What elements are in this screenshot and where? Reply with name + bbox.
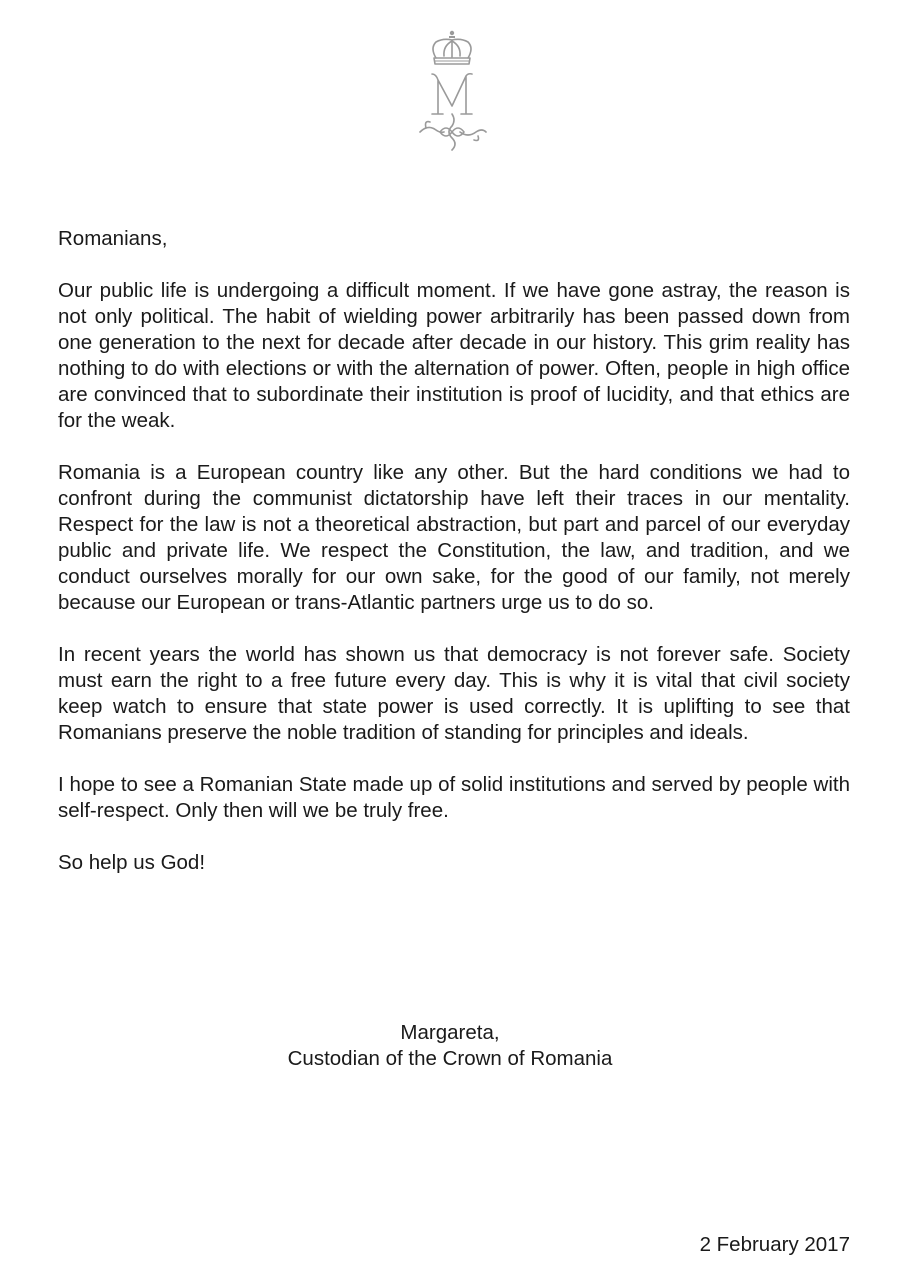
paragraph-3: In recent years the world has shown us that democracy is not forever safe. Society must earn the right to a free future every day. This is why it is vital that civil society keep watch to ensure that state power is used correctly. It is uplifting to see that Romanians preserve the noble tradition of standing for principles and ideals. bbox=[58, 643, 850, 744]
letter-body bbox=[58, 226, 850, 902]
paragraph-1: Our public life is undergoing a difficult moment. If we have gone astray, the reason is not only political. The habit of wielding power arbitrarily has been passed down from one generation to the next for decade after decade in our history. This grim reality has nothing to do with elections or with the alternation of power. Often, people in high office are convinced that to subordinate their institution is proof of lucidity, and that ethics are for the weak. bbox=[58, 279, 850, 432]
signatory-name: Margareta, bbox=[400, 1021, 500, 1044]
closing-line: So help us God! bbox=[58, 851, 206, 874]
salutation: Romanians, bbox=[58, 227, 168, 250]
signature-block bbox=[180, 1020, 720, 1072]
signatory-title: Custodian of the Crown of Romania bbox=[287, 1047, 613, 1070]
paragraph-4: I hope to see a Romanian State made up of solid institutions and served by people with self-respect. Only then will we be truly free. bbox=[58, 773, 850, 822]
royal-crown-monogram-m-icon bbox=[416, 28, 488, 152]
paragraph-2: Romania is a European country like any other. But the hard conditions we had to confront during the communist dictatorship have left their traces in our mentality. Respect for the law is not a theoretical abstraction, but part and parcel of our everyday public and private life. We respect the Constitution, the law, and tradition, and we conduct ourselves morally for our own sake, for the good of our family, not merely because our European or trans-Atlantic partners urge us to do so. bbox=[58, 461, 850, 614]
letter-date: 2 February 2017 bbox=[699, 1233, 850, 1256]
